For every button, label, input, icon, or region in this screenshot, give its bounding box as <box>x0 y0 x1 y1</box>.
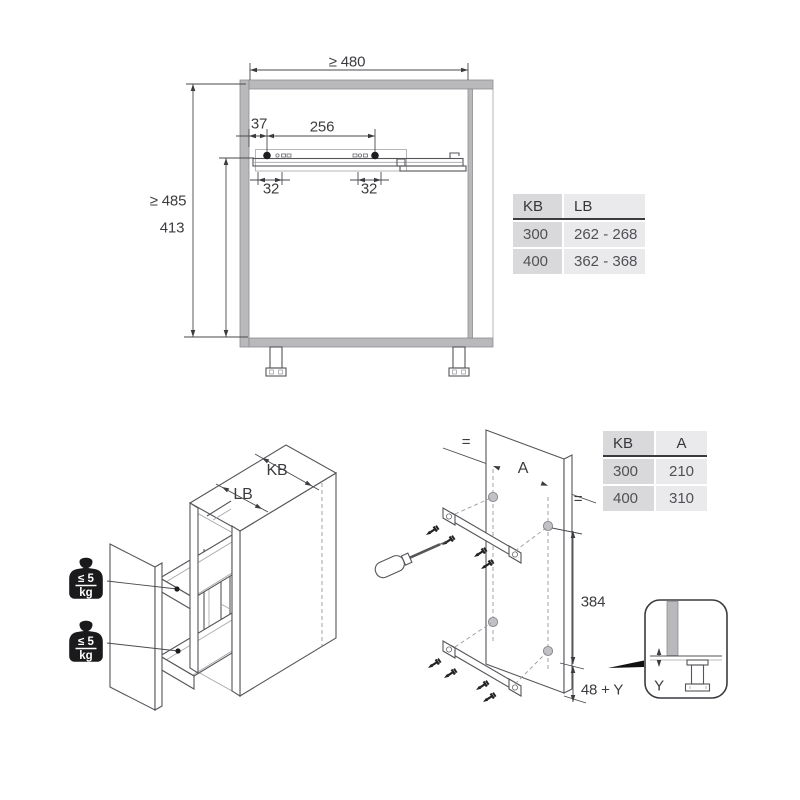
max-load-unit: kg <box>79 587 93 599</box>
cell-lb: 362 - 368 <box>564 249 645 274</box>
col-header-kb: KB <box>603 431 654 455</box>
max-load-badge-lower <box>66 616 106 663</box>
kb-width-label: KB <box>266 462 288 479</box>
equal-mark-right: = <box>573 490 583 508</box>
table-row <box>513 222 645 247</box>
max-load-unit: kg <box>79 650 93 662</box>
runner-outline <box>256 150 407 172</box>
row-distance-label: 384 <box>580 593 606 611</box>
top-panel-section <box>249 80 493 89</box>
weight-icon <box>66 553 106 600</box>
cell-a: 310 <box>656 486 707 511</box>
cell-kb: 300 <box>603 459 654 484</box>
kb-a-table <box>603 431 707 511</box>
right-side-panel-section <box>468 89 473 338</box>
cell-kb: 400 <box>513 249 562 274</box>
dim-hole-span-label: 256 <box>309 118 335 136</box>
kb-lb-table <box>513 194 645 274</box>
cell-lb: 262 - 268 <box>564 222 645 247</box>
table-row <box>603 486 707 511</box>
screws <box>424 525 496 704</box>
dim-height-label: ≥ 485 <box>149 192 187 210</box>
adjustable-foot-left <box>266 347 286 376</box>
bottom-distance-label: 48 + Y <box>580 681 624 699</box>
drawer-runner <box>253 150 466 172</box>
cabinet-front-section <box>240 80 493 376</box>
detail-side-panel <box>667 602 678 656</box>
mounting-hole-rear <box>371 152 379 160</box>
equal-mark-left: = <box>461 433 471 451</box>
col-header-a: A <box>656 431 707 455</box>
runner-hook <box>450 153 459 159</box>
dimensions-front-view <box>184 63 468 337</box>
mounting-hole-front <box>263 152 271 160</box>
dim-rail-label: 413 <box>159 219 185 237</box>
dim-pitch-left-label: 32 <box>262 180 280 198</box>
bottom-panel-section <box>249 338 493 347</box>
dim-pitch-right-label: 32 <box>360 180 378 198</box>
table-row <box>603 459 707 484</box>
max-load-value: ≤ 5 <box>78 573 94 585</box>
dim-offset-label: 37 <box>250 115 268 133</box>
col-header-kb: KB <box>513 194 562 218</box>
cell-a: 210 <box>656 459 707 484</box>
y-gap-label: Y <box>654 677 664 695</box>
adjustable-foot-right <box>449 347 469 376</box>
col-header-lb: LB <box>564 194 645 218</box>
iso-left-panel-front-edge <box>190 503 198 673</box>
cell-kb: 300 <box>513 222 562 247</box>
iso-right-panel-front-edge <box>232 526 240 696</box>
door-panel <box>110 544 162 710</box>
max-load-value: ≤ 5 <box>78 636 94 648</box>
mount-point <box>488 492 497 501</box>
lb-width-label: LB <box>233 486 253 503</box>
left-side-panel-section <box>240 80 249 347</box>
dim-width-label: ≥ 480 <box>328 53 366 71</box>
cabinet-iso-view <box>107 445 336 710</box>
screwdriver-icon <box>373 534 450 580</box>
runner-extension <box>400 166 466 171</box>
mount-point <box>488 617 497 626</box>
hole-distance-label: A <box>517 460 529 477</box>
detail-callout-arrow-icon <box>608 661 644 669</box>
cell-kb: 400 <box>603 486 654 511</box>
weight-icon <box>66 616 106 663</box>
table-header-row <box>513 194 645 220</box>
max-load-badge-upper <box>66 553 106 600</box>
table-row <box>513 249 645 274</box>
table-header-row <box>603 431 707 457</box>
